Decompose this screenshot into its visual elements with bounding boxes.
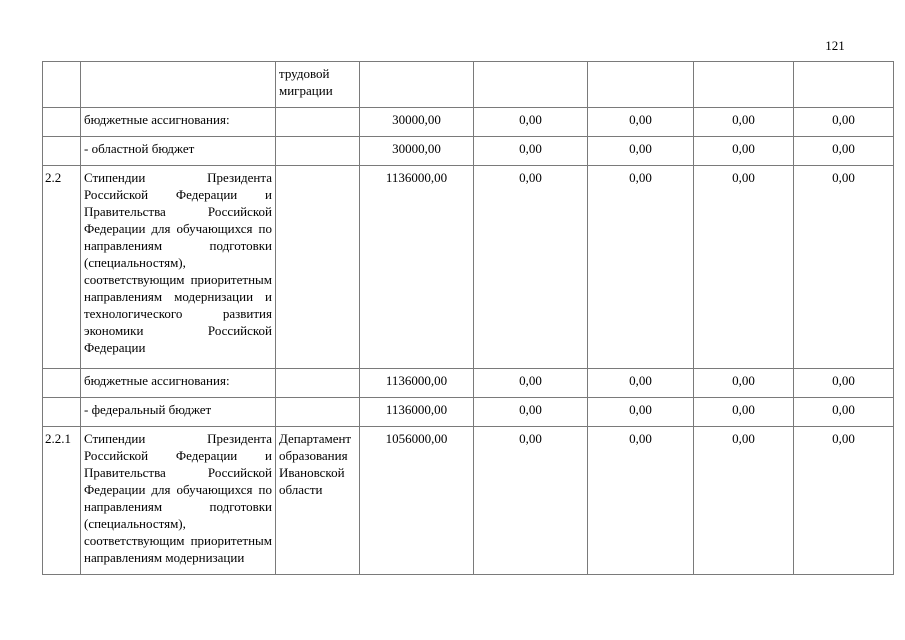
row-value-2: 0,00 <box>474 108 588 137</box>
row-value-5: 0,00 <box>794 166 894 369</box>
row-department <box>276 108 360 137</box>
row-value-4 <box>694 62 794 108</box>
row-value-4: 0,00 <box>694 398 794 427</box>
row-value-3: 0,00 <box>588 369 694 398</box>
row-value-3: 0,00 <box>588 137 694 166</box>
row-name <box>81 62 276 108</box>
row-index <box>43 137 81 166</box>
row-value-5: 0,00 <box>794 108 894 137</box>
row-name: - федеральный бюджет <box>81 398 276 427</box>
row-value-4: 0,00 <box>694 137 794 166</box>
table-row <box>43 398 894 427</box>
row-value-2: 0,00 <box>474 427 588 575</box>
row-value-3: 0,00 <box>588 427 694 575</box>
row-value-1: 1056000,00 <box>360 427 474 575</box>
budget-table <box>42 61 894 575</box>
row-index: 2.2.1 <box>43 427 81 575</box>
row-value-3: 0,00 <box>588 166 694 369</box>
row-value-5: 0,00 <box>794 398 894 427</box>
row-index <box>43 108 81 137</box>
row-name: - областной бюджет <box>81 137 276 166</box>
row-value-4: 0,00 <box>694 369 794 398</box>
row-index <box>43 62 81 108</box>
row-department <box>276 398 360 427</box>
row-value-1: 30000,00 <box>360 137 474 166</box>
row-department <box>276 166 360 369</box>
row-value-2 <box>474 62 588 108</box>
row-name: Стипендии Президента Российской Федерации и Правительства Российской Федерации для обучающихся по направлениям подготовки (специальностям), соответствующим приоритетным направлениям модернизации и технологического развития экономики Российской Федерации <box>81 166 276 369</box>
row-value-5 <box>794 62 894 108</box>
row-value-5: 0,00 <box>794 137 894 166</box>
row-value-1: 1136000,00 <box>360 369 474 398</box>
row-value-4: 0,00 <box>694 427 794 575</box>
row-department <box>276 137 360 166</box>
table-row <box>43 137 894 166</box>
table-row <box>43 62 894 108</box>
row-value-5: 0,00 <box>794 427 894 575</box>
row-value-1: 1136000,00 <box>360 166 474 369</box>
row-value-1: 30000,00 <box>360 108 474 137</box>
row-value-4: 0,00 <box>694 108 794 137</box>
row-index <box>43 369 81 398</box>
row-value-2: 0,00 <box>474 166 588 369</box>
row-value-3 <box>588 62 694 108</box>
row-department: Департамент образования Ивановской области <box>276 427 360 575</box>
row-department <box>276 369 360 398</box>
row-name: бюджетные ассигнования: <box>81 108 276 137</box>
row-department: трудовой миграции <box>276 62 360 108</box>
row-value-3: 0,00 <box>588 108 694 137</box>
table-row <box>43 427 894 575</box>
row-index: 2.2 <box>43 166 81 369</box>
page-number: 121 <box>825 38 845 53</box>
row-value-1 <box>360 62 474 108</box>
row-name: Стипендии Президента Российской Федерации и Правительства Российской Федерации для обучающихся по направлениям подготовки (специальностям), соответствующим приоритетным направлениям модернизации <box>81 427 276 575</box>
row-value-2: 0,00 <box>474 369 588 398</box>
row-value-2: 0,00 <box>474 137 588 166</box>
row-value-4: 0,00 <box>694 166 794 369</box>
table-row <box>43 108 894 137</box>
row-name: бюджетные ассигнования: <box>81 369 276 398</box>
row-value-3: 0,00 <box>588 398 694 427</box>
table-row <box>43 369 894 398</box>
row-value-2: 0,00 <box>474 398 588 427</box>
table-row <box>43 166 894 369</box>
row-value-5: 0,00 <box>794 369 894 398</box>
row-value-1: 1136000,00 <box>360 398 474 427</box>
row-index <box>43 398 81 427</box>
